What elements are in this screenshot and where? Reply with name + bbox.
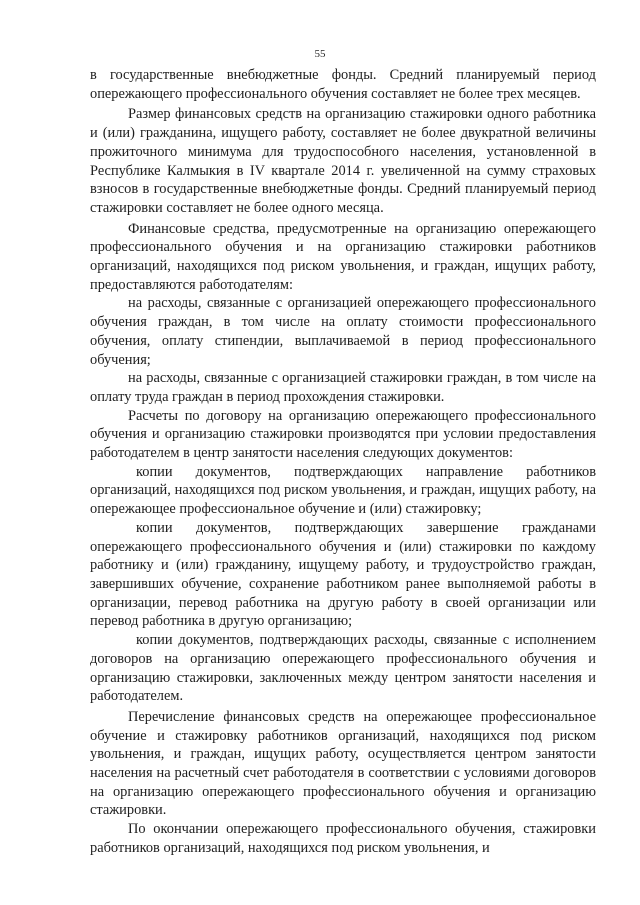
paragraph-documents-referral: копии документов, подтверждающих направление работников организаций, находящихся под риском увольнения, и граждан, ищущих работу, на опережающее профессиональное обучение и (или) стажировку; [90, 463, 596, 518]
paragraph-internship-cost: Размер финансовых средств на организацию стажировки одного работника и (или) гражданина, ищущего работу, составляет не более двукратной величины прожиточного минимума для трудоспособного населения, установленной в Республике Калмыкия в IV квартале 2014 г. увеличенной на сумму страховых взносов в государственные внебюджетные фонды. Средний планируемый период стажировки составляет не более одного месяца. [90, 106, 596, 216]
page-number: 55 [314, 48, 326, 60]
paragraph-settlement-conditions: Расчеты по договору на организацию опережающего профессионального обучения и организацию стажировки производятся при условии предоставления работодателем в центр занятости населения следующих документов: [90, 407, 596, 462]
paragraph-internship-expenses: на расходы, связанные с организацией стажировки граждан, в том числе на оплату труда граждан в период прохождения стажировки. [90, 370, 596, 405]
document-body [90, 66, 596, 858]
paragraph-funds-continuation: в государственные внебюджетные фонды. Средний планируемый период опережающего профессионального обучения составляет не более трех месяцев. [90, 67, 596, 102]
paragraph-training-expenses: на расходы, связанные с организацией опережающего профессионального обучения граждан, в том числе на оплату стоимости профессионального обучения, оплату стипендии, выплачиваемой в период профессионального обучения; [90, 295, 596, 368]
paragraph-funds-transfer: Перечисление финансовых средств на опережающее профессиональное обучение и стажировку работников организаций, находящихся под риском увольнения, и граждан, ищущих работу, осуществляется центром занятости населения на расчетный счет работодателя в соответствии с условиями договоров на организацию опережающего профессионального обучения и организацию стажировки. [90, 708, 596, 819]
paragraph-documents-completion: копии документов, подтверждающих завершение гражданами опережающего профессионального обучения и (или) стажировки по каждому работнику и (или) гражданину, ищущему работу, и трудоустройство граждан, завершивших обучение, сохранение работником ранее выполняемой работы в организации, перевод работника на другую работу в своей организации или перевод работника в другую организацию; [90, 519, 596, 630]
paragraph-documents-expenses: копии документов, подтверждающих расходы, связанные с исполнением договоров на организацию опережающего профессионального обучения и организацию стажировки, заключенных между центром занятости населения и работодателем. [90, 632, 596, 705]
paragraph-upon-completion: По окончании опережающего профессионального обучения, стажировки работников организаций, находящихся под риском увольнения, и [90, 821, 596, 856]
paragraph-funds-provided: Финансовые средства, предусмотренные на организацию опережающего профессионального обучения и на организацию стажировки работников организаций, находящихся под риском увольнения, и граждан, ищущих работу, предоставляются работодателям: [90, 220, 596, 293]
